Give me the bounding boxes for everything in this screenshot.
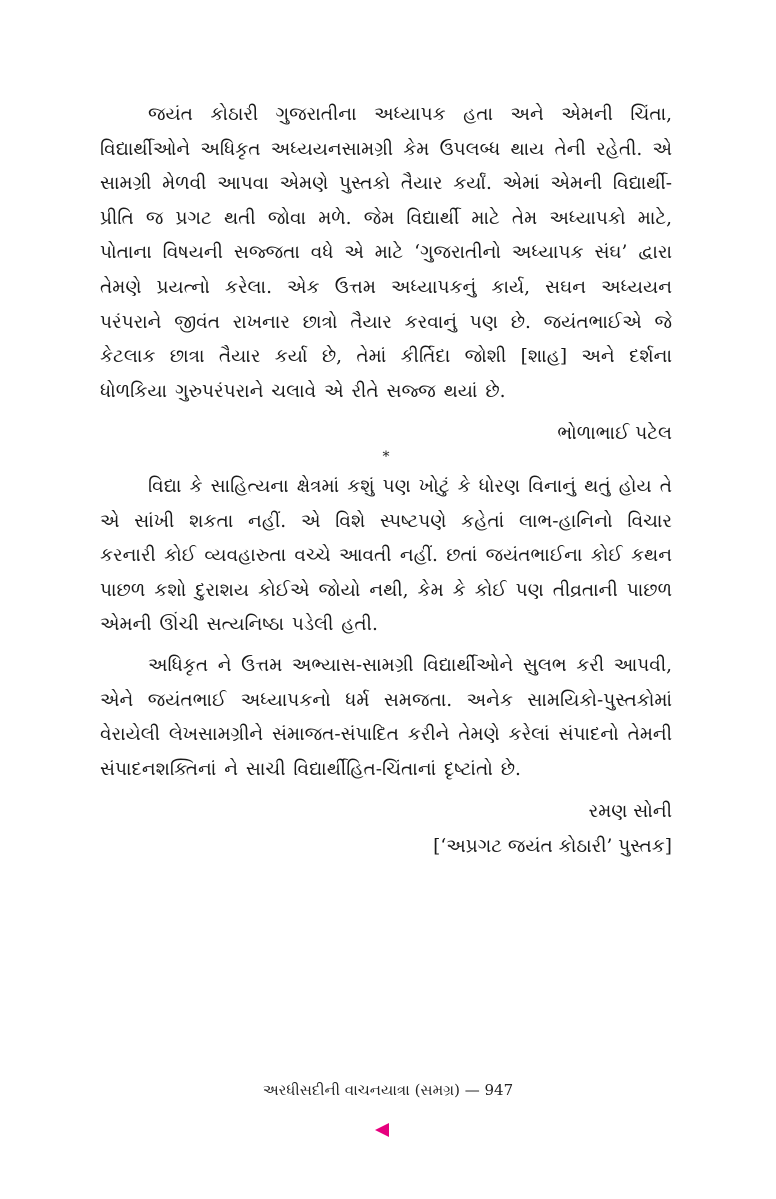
page-footer: અરધીસદીની વાચનયાત્રા (સમગ્ર) — 947 [262, 1081, 514, 1099]
paragraph-2: વિદ્યા કે સાહિત્યના ક્ષેત્રમાં કશું પણ ખોટું કે ધોરણ વિનાનું થતું હોય તે એ સાંખી શકતા નહીં. એ વિશે સ્પષ્ટપણે કહેતાં લાભ-હાનિનો વિચાર કરનારી કોઈ વ્યવહારુતા વચ્ચે આવતી નહીં. છતાં જયંતભાઈના કોઈ કથન પાછળ કશો દુરાશય કોઈએ જોયો નથી, કેમ કે કોઈ પણ તીવ્રતાની પાછળ એમની ઊંચી સત્યનિષ્ઠા પડેલી હતી. [100, 475, 672, 636]
triangle-left-icon[interactable] [375, 1123, 389, 1137]
section-separator: * [382, 448, 390, 465]
paragraph-3: અધિકૃત ને ઉત્તમ અભ્યાસ-સામગ્રી વિદ્યાર્થીઓને સુલભ કરી આપવી, એને જયંતભાઈ અધ્યાપકનો ધર્મ સમજતા. અનેક સામયિકો-પુસ્તકોમાં વેરાયેલી લેખસામગ્રીને સંમાજત-સંપાદિત કરીને તેમણે કરેલાં સંપાદનો તેમની સંપાદનશક્તિનાં ને સાચી વિદ્યાર્થીહિત-ચિંતાનાં દૃષ્ટાંતો છે. [100, 654, 672, 780]
page-content [100, 98, 672, 864]
paragraph-1: જયંત કોઠારી ગુજરાતીના અધ્યાપક હતા અને એમની ચિંતા, વિદ્યાર્થીઓને અધિકૃત અધ્યયનસામગ્રી કેમ ઉપલબ્ધ થાય તેની રહેતી. એ સામગ્રી મેળવી આપવા એમણે પુસ્તકો તૈયાર કર્યાં. એમાં એમની વિદ્યાર્થી-પ્રીતિ જ પ્રગટ થતી જોવા મળે. જેમ વિદ્યાર્થી માટે તેમ અધ્યાપકો માટે, પોતાના વિષયની સજ્જતા વધે એ માટે ‘ગુજરાતીનો અધ્યાપક સંઘ’ દ્વારા તેમણે પ્રયત્નો કરેલા. એક ઉત્તમ અધ્યાપકનું કાર્ય, સઘન અધ્યયન પરંપરાને જીવંત રાખનાર છાત્રો તૈયાર કરવાનું પણ છે. જયંતભાઈએ જે કેટલાક છાત્રા તૈયાર કર્યા છે, તેમાં કીર્તિદા જોશી [શાહ] અને દર્શના ધોળકિયા ગુરુપરંપરાને ચલાવે એ રીતે સજ્જ થયાં છે. [100, 104, 672, 402]
signature-2: રમણ સોની [588, 801, 672, 823]
signature-1: ભોળાભાઈ પટેલ [557, 423, 672, 445]
source-citation: [‘અપ્રગટ જયંત કોઠારી’ પુસ્તક] [433, 835, 672, 857]
